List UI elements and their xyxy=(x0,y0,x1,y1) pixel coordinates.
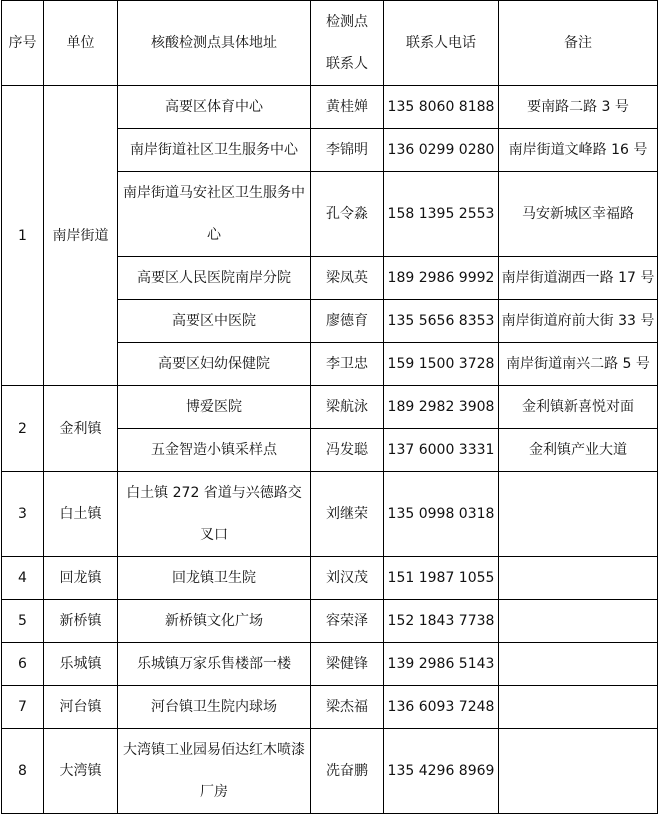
row-phone: 151 1987 1055 xyxy=(384,557,499,600)
row-phone: 135 5656 8353 xyxy=(384,300,499,343)
table-row xyxy=(2,729,658,814)
row-address: 白土镇 272 省道与兴德路交叉口 xyxy=(118,472,311,557)
table-row xyxy=(2,472,658,557)
row-phone: 136 6093 7248 xyxy=(384,686,499,729)
row-contact: 冯发聪 xyxy=(311,429,384,472)
row-contact: 孔令淼 xyxy=(311,172,384,257)
row-contact: 容荣泽 xyxy=(311,600,384,643)
row-number: 7 xyxy=(2,686,44,729)
row-contact: 刘继荣 xyxy=(311,472,384,557)
row-unit: 金利镇 xyxy=(44,386,118,472)
header-cell-contact: 检测点联系人 xyxy=(311,1,384,86)
row-unit: 河台镇 xyxy=(44,686,118,729)
row-note xyxy=(499,557,658,600)
table-row xyxy=(2,386,658,429)
row-note: 南岸街道府前大街 33 号 xyxy=(499,300,658,343)
row-note: 马安新城区幸福路 xyxy=(499,172,658,257)
row-phone: 136 0299 0280 xyxy=(384,129,499,172)
row-number: 2 xyxy=(2,386,44,472)
row-contact: 李卫忠 xyxy=(311,343,384,386)
row-note xyxy=(499,686,658,729)
row-address: 河台镇卫生院内球场 xyxy=(118,686,311,729)
row-number: 3 xyxy=(2,472,44,557)
row-note xyxy=(499,600,658,643)
row-contact: 廖德育 xyxy=(311,300,384,343)
row-address: 五金智造小镇采样点 xyxy=(118,429,311,472)
row-unit: 乐城镇 xyxy=(44,643,118,686)
row-unit: 大湾镇 xyxy=(44,729,118,814)
row-address: 高要区中医院 xyxy=(118,300,311,343)
row-note: 南岸街道文峰路 16 号 xyxy=(499,129,658,172)
row-phone: 135 0998 0318 xyxy=(384,472,499,557)
row-note xyxy=(499,643,658,686)
table-row xyxy=(2,643,658,686)
row-address: 高要区人民医院南岸分院 xyxy=(118,257,311,300)
row-phone: 159 1500 3728 xyxy=(384,343,499,386)
row-phone: 152 1843 7738 xyxy=(384,600,499,643)
row-unit: 白土镇 xyxy=(44,472,118,557)
row-note xyxy=(499,729,658,814)
header-cell-note: 备注 xyxy=(499,1,658,86)
header-cell-address: 核酸检测点具体地址 xyxy=(118,1,311,86)
table-row xyxy=(2,557,658,600)
row-phone: 139 2986 5143 xyxy=(384,643,499,686)
row-contact: 梁凤英 xyxy=(311,257,384,300)
row-contact: 冼奋鹏 xyxy=(311,729,384,814)
row-address: 回龙镇卫生院 xyxy=(118,557,311,600)
row-number: 8 xyxy=(2,729,44,814)
row-address: 乐城镇万家乐售楼部一楼 xyxy=(118,643,311,686)
row-contact: 刘汉茂 xyxy=(311,557,384,600)
row-address: 新桥镇文化广场 xyxy=(118,600,311,643)
row-unit: 新桥镇 xyxy=(44,600,118,643)
row-unit: 回龙镇 xyxy=(44,557,118,600)
row-contact: 黄桂婵 xyxy=(311,86,384,129)
row-contact: 李锦明 xyxy=(311,129,384,172)
row-note: 金利镇产业大道 xyxy=(499,429,658,472)
table-row xyxy=(2,686,658,729)
row-note: 金利镇新喜悦对面 xyxy=(499,386,658,429)
row-number: 6 xyxy=(2,643,44,686)
table-header-row xyxy=(2,1,658,86)
row-note xyxy=(499,472,658,557)
row-phone: 189 2982 3908 xyxy=(384,386,499,429)
row-address: 南岸街道马安社区卫生服务中心 xyxy=(118,172,311,257)
header-cell-unit: 单位 xyxy=(44,1,118,86)
table-row xyxy=(2,86,658,129)
row-phone: 189 2986 9992 xyxy=(384,257,499,300)
header-cell-no: 序号 xyxy=(2,1,44,86)
row-contact: 梁健锋 xyxy=(311,643,384,686)
table-row xyxy=(2,600,658,643)
row-phone: 158 1395 2553 xyxy=(384,172,499,257)
row-contact: 梁杰福 xyxy=(311,686,384,729)
row-address: 大湾镇工业园易佰达红木喷漆厂房 xyxy=(118,729,311,814)
row-phone: 135 4296 8969 xyxy=(384,729,499,814)
row-phone: 135 8060 8188 xyxy=(384,86,499,129)
header-cell-phone: 联系人电话 xyxy=(384,1,499,86)
row-note: 南岸街道南兴二路 5 号 xyxy=(499,343,658,386)
row-address: 高要区妇幼保健院 xyxy=(118,343,311,386)
row-number: 4 xyxy=(2,557,44,600)
row-address: 博爱医院 xyxy=(118,386,311,429)
row-contact: 梁航泳 xyxy=(311,386,384,429)
row-address: 南岸街道社区卫生服务中心 xyxy=(118,129,311,172)
testing-sites-table xyxy=(1,0,658,814)
row-number: 1 xyxy=(2,86,44,386)
row-unit: 南岸街道 xyxy=(44,86,118,386)
row-address: 高要区体育中心 xyxy=(118,86,311,129)
row-note: 要南路二路 3 号 xyxy=(499,86,658,129)
row-number: 5 xyxy=(2,600,44,643)
row-note: 南岸街道湖西一路 17 号 xyxy=(499,257,658,300)
row-phone: 137 6000 3331 xyxy=(384,429,499,472)
